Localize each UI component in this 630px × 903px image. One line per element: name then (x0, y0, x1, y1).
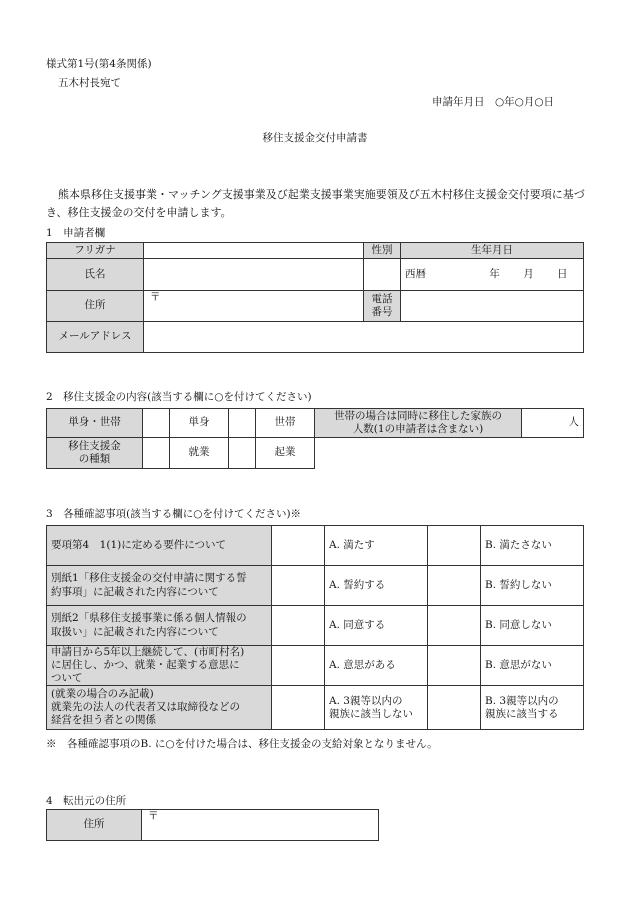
application-date: 申請年月日 ○年○月○日 (432, 96, 554, 108)
support-type-line2: の種類 (78, 453, 111, 465)
section3-footnote: ※ 各種確認事項のB. に○を付けた場合は、移住支援金の支給対象となりません。 (46, 738, 438, 750)
item-line: に居住し、かつ、就業・起業する意思に (51, 659, 240, 672)
option-b-label: B. 誓約しない (481, 566, 584, 606)
family-note-line1: 世帯の場合は同時に移住した家族の (334, 409, 502, 422)
option-b-label: B. 意思がない (481, 646, 584, 686)
persons-unit: 人 (568, 416, 579, 429)
option-b-line: B. 3親等以内の (485, 694, 559, 707)
name-field[interactable] (144, 259, 364, 291)
option-a-mark-field[interactable] (272, 686, 325, 730)
section1-heading: 1 申請者欄 (46, 227, 106, 239)
postal-mark: 〒 (148, 810, 159, 822)
single-mark-field[interactable] (143, 409, 170, 438)
family-count-note (315, 409, 522, 438)
household-label: 世帯 (256, 409, 315, 438)
option-b-label: B. 満たさない (481, 526, 584, 566)
confirmation-item (47, 526, 272, 566)
confirmation-row (47, 686, 584, 730)
option-b-mark-field[interactable] (428, 606, 481, 646)
address-field[interactable] (144, 291, 364, 322)
option-b-mark-field[interactable] (428, 566, 481, 606)
document-title: 移住支援金交付申請書 (262, 132, 368, 144)
form-number: 様式第1号(第4条関係) (46, 58, 152, 70)
item-line: 経営を担う者との関係 (51, 714, 156, 727)
single-household-label: 単身・世帯 (47, 409, 143, 438)
option-b-mark-field[interactable] (428, 686, 481, 730)
confirmation-table (46, 525, 584, 730)
family-note-line2: 人数(1の申請者は含まない) (352, 423, 484, 435)
option-a-mark-field[interactable] (272, 566, 325, 606)
item-line: 申請日から5年以上継続して、(市町村名) (51, 646, 245, 658)
single-label: 単身 (170, 409, 229, 438)
option-a-mark-field[interactable] (272, 646, 325, 686)
confirmation-item (47, 646, 272, 686)
option-a-label: A. 満たす (325, 526, 428, 566)
item-line: 取扱い」に記載された内容について (51, 625, 219, 638)
employment-mark-field[interactable] (143, 438, 170, 469)
option-a-label: A. 意思がある (325, 646, 428, 686)
support-content-table (46, 408, 584, 469)
phone-label-line2: 番号 (371, 306, 393, 318)
option-b-label (481, 686, 584, 730)
startup-mark-field[interactable] (229, 438, 256, 469)
month-label: 月 (523, 267, 534, 280)
intro-paragraph (46, 186, 591, 221)
previous-address-label: 住所 (47, 810, 142, 841)
name-label: 氏名 (47, 259, 144, 291)
postal-mark: 〒 (150, 291, 161, 303)
confirmation-item (47, 606, 272, 646)
section2-heading: 2 移住支援金の内容(該当する欄に○を付けてください) (46, 391, 312, 403)
phone-field[interactable] (401, 291, 584, 322)
support-type-line1: 移住支援金 (68, 439, 121, 452)
birthdate-field[interactable] (401, 259, 584, 291)
intro-text: 熊本県移住支援事業・マッチング支援事業及び起業支援事業実施要領及び五木村移住支援金交付要項に基づき、移住支援金の交付を申請します。 (46, 188, 585, 219)
address-label: 住所 (47, 291, 144, 322)
year-label: 年 (489, 267, 500, 280)
option-a-label (325, 686, 428, 730)
furigana-label: フリガナ (47, 243, 144, 259)
family-count-field[interactable] (522, 409, 584, 438)
option-a-label: A. 誓約する (325, 566, 428, 606)
confirmation-row (47, 526, 584, 566)
item-line: 就業先の法人の代表者又は取締役などの (51, 701, 240, 714)
day-label: 日 (557, 267, 568, 280)
household-mark-field[interactable] (229, 409, 256, 438)
option-b-label: B. 同意しない (481, 606, 584, 646)
previous-address-table (46, 809, 379, 841)
item-line: 要項第4 1(1)に定める要件について (51, 538, 227, 551)
gender-label: 性別 (364, 243, 401, 259)
email-field[interactable] (144, 322, 584, 353)
option-b-mark-field[interactable] (428, 526, 481, 566)
item-line: ついて (51, 672, 83, 685)
confirmation-row (47, 606, 584, 646)
section3-heading: 3 各種確認事項(該当する欄に○を付けてください)※ (46, 508, 302, 520)
gender-field[interactable] (364, 259, 401, 291)
confirmation-item (47, 686, 272, 730)
confirmation-item (47, 566, 272, 606)
option-a-line: A. 3親等以内の (329, 694, 403, 707)
option-a-mark-field[interactable] (272, 606, 325, 646)
option-b-mark-field[interactable] (428, 646, 481, 686)
support-type-label (47, 438, 143, 469)
item-line: 別紙1「移住支援金の交付申請に関する誓 (51, 572, 247, 585)
addressee: 五木村長宛て (58, 77, 121, 89)
option-a-label: A. 同意する (325, 606, 428, 646)
section4-heading: 4 転出元の住所 (46, 795, 127, 807)
employment-label: 就業 (170, 438, 229, 469)
confirmation-row (47, 566, 584, 606)
birthdate-label: 生年月日 (401, 243, 584, 259)
item-line: (就業の場合のみ記載) (51, 688, 154, 701)
phone-label (364, 291, 401, 322)
applicant-table (46, 242, 584, 353)
item-line: 別紙2「県移住支援事業に係る個人情報の (51, 612, 247, 625)
startup-label: 起業 (256, 438, 315, 469)
phone-label-line1: 電話 (371, 292, 393, 305)
furigana-field[interactable] (144, 243, 364, 259)
option-b-line: 親族に該当する (485, 707, 559, 720)
era-label: 西暦 (405, 267, 426, 280)
option-a-mark-field[interactable] (272, 526, 325, 566)
confirmation-row (47, 646, 584, 686)
option-a-line: 親族に該当しない (329, 707, 413, 720)
email-label: メールアドレス (47, 322, 144, 353)
previous-address-field[interactable] (142, 810, 379, 841)
item-line: 約事項」に記載された内容について (51, 585, 219, 598)
